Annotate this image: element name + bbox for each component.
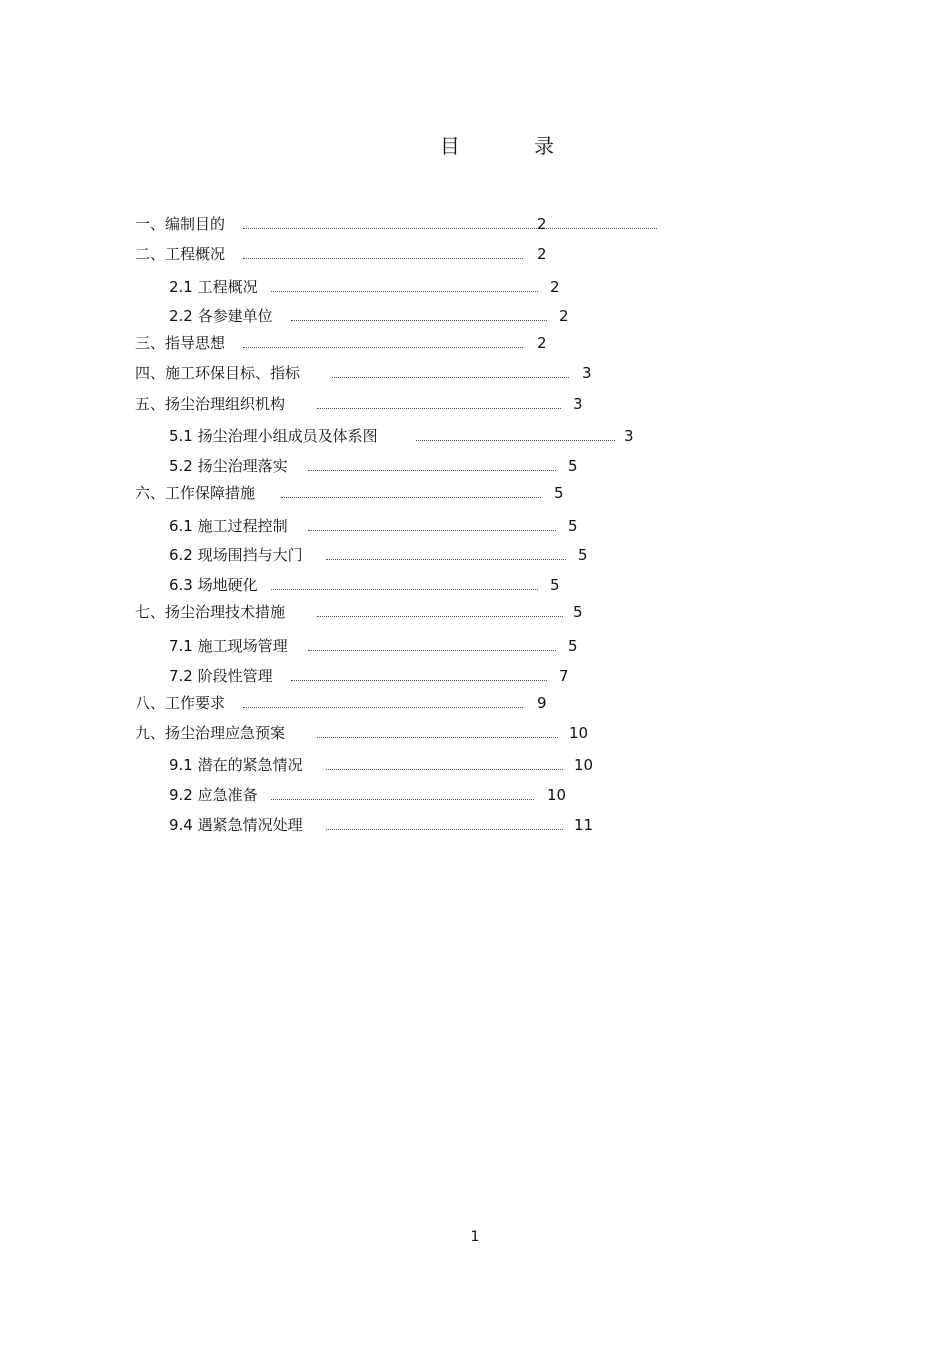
toc-entry-page: 5 (568, 517, 578, 535)
toc-entry[interactable] (135, 692, 555, 714)
toc-leader-dots (416, 440, 615, 441)
toc-entry-page: 5 (550, 576, 560, 594)
toc-entry[interactable] (135, 332, 555, 354)
toc-leader-dots (326, 769, 563, 770)
toc-entry[interactable] (135, 482, 575, 504)
toc-entry-page: 2 (559, 307, 569, 325)
page-number: 1 (470, 1229, 480, 1245)
toc-entry-label: 7.1 施工现场管理 (169, 637, 288, 655)
toc-entry-label: 7.2 阶段性管理 (169, 667, 273, 685)
toc-leader-dots (243, 258, 523, 259)
toc-entry-label: 八、工作要求 (135, 694, 226, 712)
toc-entry[interactable] (135, 601, 595, 623)
toc-leader-dots (291, 320, 547, 321)
toc-entry[interactable] (135, 213, 555, 235)
toc-entry-page: 2 (550, 278, 560, 296)
toc-entry[interactable] (169, 305, 569, 327)
toc-entry-label: 一、编制目的 (135, 215, 226, 233)
toc-entry-page: 10 (547, 786, 567, 804)
toc-leader-dots (317, 737, 558, 738)
toc-leader-dots (243, 347, 523, 348)
toc-entry-page: 5 (578, 546, 588, 564)
toc-entry-label: 2.1 工程概况 (169, 278, 258, 296)
toc-entry[interactable] (169, 455, 589, 477)
toc-entry-label: 五、扬尘治理组织机构 (135, 395, 286, 413)
toc-entry-page: 3 (573, 395, 583, 413)
toc-entry[interactable] (135, 243, 555, 265)
toc-entry[interactable] (135, 393, 595, 415)
toc-entry[interactable] (135, 722, 605, 744)
toc-entry-page: 9 (537, 694, 547, 712)
toc-entry-label: 六、工作保障措施 (135, 484, 256, 502)
toc-entry-label: 9.2 应急准备 (169, 786, 258, 804)
toc-entry[interactable] (169, 515, 589, 537)
toc-entry[interactable] (169, 754, 609, 776)
toc-entry-page: 10 (569, 724, 589, 742)
toc-entry-page: 5 (568, 637, 578, 655)
toc-entry-page: 2 (537, 215, 547, 233)
toc-title: 目 录 (439, 134, 589, 158)
toc-entry[interactable] (169, 574, 569, 596)
toc-entry[interactable] (169, 635, 589, 657)
toc-entry-label: 6.1 施工过程控制 (169, 517, 288, 535)
toc-leader-dots (243, 707, 523, 708)
toc-entry[interactable] (135, 362, 605, 384)
toc-leader-dots (291, 680, 547, 681)
toc-leader-dots (317, 616, 563, 617)
toc-entry-page: 2 (537, 334, 547, 352)
toc-entry[interactable] (169, 276, 569, 298)
toc-entry-label: 9.1 潜在的紧急情况 (169, 756, 303, 774)
toc-leader-dots (271, 291, 538, 292)
toc-entry-page: 5 (568, 457, 578, 475)
toc-entry-page: 11 (574, 816, 594, 834)
toc-entry-page: 3 (582, 364, 592, 382)
toc-leader-dots (308, 470, 556, 471)
toc-entry[interactable] (169, 665, 579, 687)
toc-entry-label: 5.1 扬尘治理小组成员及体系图 (169, 427, 378, 445)
toc-leader-dots (271, 589, 538, 590)
toc-entry-page: 10 (574, 756, 594, 774)
toc-entry-page: 3 (624, 427, 634, 445)
toc-entry-label: 三、指导思想 (135, 334, 226, 352)
toc-leader-dots (332, 377, 569, 378)
toc-entry-page: 5 (573, 603, 583, 621)
toc-leader-dots (271, 799, 534, 800)
toc-entry-page: 2 (537, 245, 547, 263)
toc-leader-dots (317, 408, 561, 409)
toc-leader-dots (308, 650, 556, 651)
toc-entry[interactable] (169, 814, 609, 836)
toc-entry-label: 二、工程概况 (135, 245, 226, 263)
toc-entry-label: 6.2 现场围挡与大门 (169, 546, 303, 564)
toc-leader-dots (326, 559, 566, 560)
toc-entry-label: 四、施工环保目标、指标 (135, 364, 301, 382)
toc-leader-dots (326, 829, 563, 830)
toc-entry-label: 七、扬尘治理技术措施 (135, 603, 286, 621)
toc-leader-dots (243, 228, 657, 229)
toc-leader-dots (308, 530, 556, 531)
toc-entry-page: 5 (554, 484, 564, 502)
toc-entry-label: 2.2 各参建单位 (169, 307, 273, 325)
toc-entry[interactable] (169, 784, 579, 806)
toc-leader-dots (281, 497, 541, 498)
toc-entry[interactable] (169, 544, 599, 566)
toc-entry-label: 5.2 扬尘治理落实 (169, 457, 288, 475)
toc-entry-page: 7 (559, 667, 569, 685)
toc-entry-label: 九、扬尘治理应急预案 (135, 724, 286, 742)
toc-entry-label: 6.3 场地硬化 (169, 576, 258, 594)
toc-entry-label: 9.4 遇紧急情况处理 (169, 816, 303, 834)
toc-entry[interactable] (169, 425, 649, 447)
